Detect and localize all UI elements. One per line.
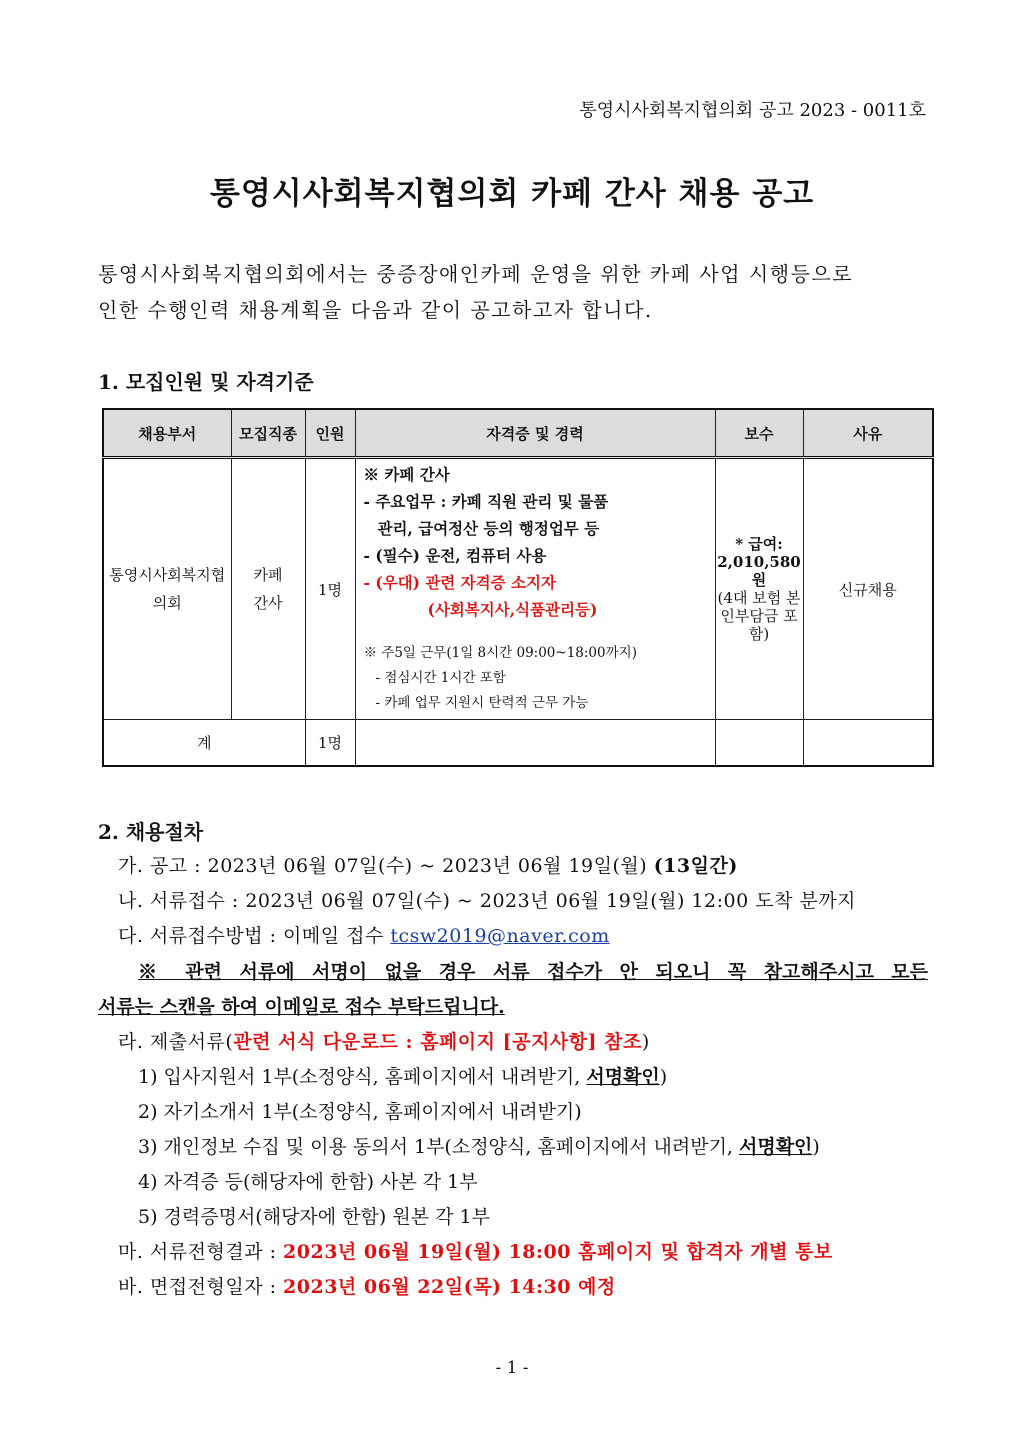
cell-dept — [103, 458, 231, 720]
qual-work-3: - 카페 업무 지원시 탄력적 근무 가능 — [375, 695, 589, 711]
doc-item-4-text: 4) 자격증 등(해당자에 한함) 사본 각 1부 — [138, 1171, 478, 1193]
pay-note: (4대 보험 본인부담금 포함) — [717, 589, 801, 643]
doc-item-1-sign: 서명확인 — [586, 1066, 660, 1088]
step-ma-label: 마. 서류전형결과 : — [118, 1241, 284, 1263]
header-job: 모집직종 — [231, 409, 305, 458]
doc-item-1 — [138, 1062, 667, 1089]
doc-item-2 — [138, 1097, 582, 1124]
cell-count: 1명 — [305, 458, 355, 720]
doc-item-1-end: ) — [659, 1066, 668, 1088]
qual-work-1: ※ 주5일 근무(1일 8시간 09:00~18:00까지) — [363, 645, 637, 661]
table-header-row — [103, 409, 933, 458]
step-ga-duration: (13일간) — [653, 855, 738, 877]
section-2-heading: 2. 채용절차 — [98, 820, 204, 844]
step-ba-label: 바. 면접전형일자 : — [118, 1276, 284, 1298]
step-ga — [118, 851, 738, 878]
doc-item-3-sign: 서명확인 — [739, 1136, 813, 1158]
step-ma — [118, 1237, 833, 1264]
cell-qualification — [355, 458, 715, 720]
section-1-heading: 1. 모집인원 및 자격기준 — [98, 370, 314, 394]
header-reason: 사유 — [803, 409, 933, 458]
job-text: 카페 간사 — [253, 566, 283, 612]
warning-text-1: ※ 관련 서류에 서명이 없을 경우 서류 접수가 안 되오니 꼭 참고해주시고 모든 — [138, 961, 928, 983]
total-count: 1명 — [305, 720, 355, 766]
step-ra-download-note: 관련 서식 다운로드 : 홈페이지 [공지사항] 참조 — [233, 1031, 642, 1053]
doc-item-3-end: ) — [812, 1136, 820, 1158]
qual-duty-1: - 주요업무 : 카페 직원 관리 및 물품 — [363, 492, 609, 511]
step-na: 나. 서류접수 : 2023년 06월 07일(수) ~ 2023년 06월 19일(월) 12:00 도착 분까지 — [118, 890, 857, 912]
pay-label: * 급여: — [735, 535, 783, 553]
cell-job — [231, 458, 305, 720]
qual-preferred-1: - (우대) 관련 자격증 소지자 — [363, 573, 556, 592]
email-link[interactable]: tcsw2019@naver.com — [390, 925, 610, 947]
header-count: 인원 — [305, 409, 355, 458]
step-ba — [118, 1272, 616, 1299]
page-title: 통영시사회복지협의회 카페 간사 채용 공고 — [209, 176, 815, 212]
step-ga-text: 가. 공고 : 2023년 06월 07일(수) ~ 2023년 06월 19일(월) — [118, 855, 654, 877]
step-da — [118, 921, 610, 948]
notice-number: 통영시사회복지협의회 공고 2023 - 0011호 — [579, 100, 926, 121]
total-empty-2 — [715, 720, 803, 766]
step-ba-date: 2023년 06월 22일(목) 14:30 예정 — [283, 1276, 616, 1298]
warning-text-2: 서류는 스캔을 하여 이메일로 접수 부탁드립니다. — [98, 996, 505, 1018]
recruitment-table — [102, 408, 934, 767]
pay-amount: 2,010,580원 — [717, 553, 801, 589]
doc-item-5-text: 5) 경력증명서(해당자에 한함) 원본 각 1부 — [138, 1206, 490, 1228]
doc-item-4 — [138, 1167, 478, 1194]
header-qualification: 자격증 및 경력 — [355, 409, 715, 458]
header-dept: 채용부서 — [103, 409, 231, 458]
total-empty-3 — [803, 720, 933, 766]
qual-required: - (필수) 운전, 컴퓨터 사용 — [363, 546, 547, 565]
intro-line-2: 인한 수행인력 채용계획을 다음과 같이 공고하고자 합니다. — [98, 298, 653, 322]
total-empty-1 — [355, 720, 715, 766]
qual-title: ※ 카페 간사 — [363, 465, 450, 484]
qual-work-2: - 점심시간 1시간 포함 — [375, 670, 506, 686]
table-row — [103, 458, 933, 720]
step-ra-suffix: ) — [641, 1031, 650, 1053]
doc-item-3-text: 3) 개인정보 수집 및 이용 동의서 1부(소정양식, 홈페이지에서 내려받기, — [138, 1136, 739, 1158]
dept-text: 통영시사회복지협의회 — [109, 566, 226, 612]
step-da-text: 다. 서류접수방법 : 이메일 접수 — [118, 925, 391, 947]
doc-item-2-text: 2) 자기소개서 1부(소정양식, 홈페이지에서 내려받기) — [138, 1101, 582, 1123]
header-pay: 보수 — [715, 409, 803, 458]
warning-line-2 — [98, 992, 928, 1019]
qual-preferred-2: (사회복지사,식품관리등) — [427, 600, 598, 619]
doc-item-5 — [138, 1202, 490, 1229]
table-total-row — [103, 720, 933, 766]
intro-line-1: 통영시사회복지협의회에서는 중증장애인카페 운영을 위한 카페 사업 시행등으로 — [98, 262, 854, 286]
doc-item-1-text: 1) 입사지원서 1부(소정양식, 홈페이지에서 내려받기, — [138, 1066, 587, 1088]
doc-item-3 — [138, 1132, 820, 1159]
cell-reason: 신규채용 — [803, 458, 933, 720]
step-ma-result: 2023년 06월 19일(월) 18:00 홈페이지 및 합격자 개별 통보 — [283, 1241, 833, 1263]
warning-line-1 — [98, 957, 928, 984]
step-ra-prefix: 라. 제출서류( — [118, 1031, 234, 1053]
cell-pay — [715, 458, 803, 720]
total-label: 계 — [103, 720, 305, 766]
qual-duty-2: 관리, 급여정산 등의 행정업무 등 — [377, 519, 600, 538]
page-number: - 1 - — [495, 1358, 529, 1378]
step-ra — [118, 1027, 650, 1054]
